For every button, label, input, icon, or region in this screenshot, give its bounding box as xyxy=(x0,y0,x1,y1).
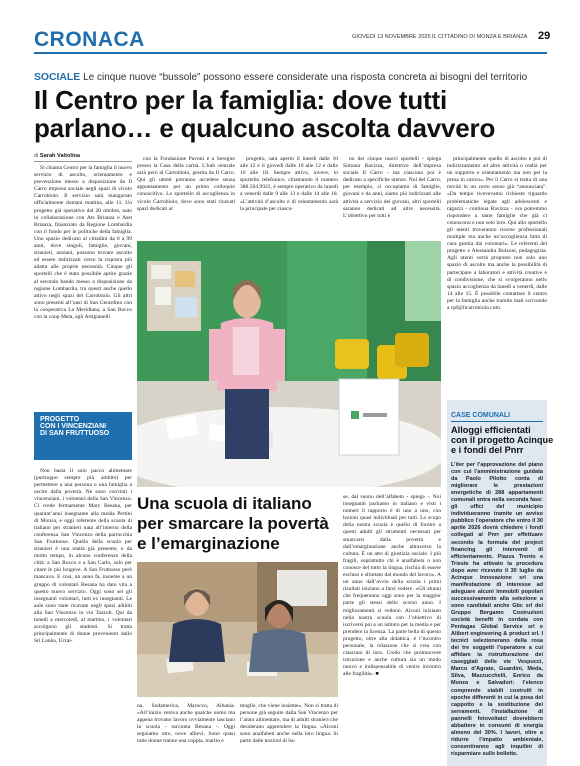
caption-line-2: CON I VINCENZIANI xyxy=(40,423,107,430)
article1-col5-text: principalmente quello di ascolto e poi di indirizzamento ad altre attività o realtà per un supporto e orientamento ma non per la presa in carico». Per il Carro si tratta di una novità in un certo senso già “annunciata”. «Da tempo ricevevamo richieste riguardo problematiche legate agli adolescenti e ragazzi - continua Ravizza - ora potremmo rispondere a tante famiglie che già ci conoscono e non solo loro. Qui allo sportello gli utenti troveranno risorse professionali multiple ma anche un’accoglienza fatta di cura gestita dai volontari». Le referenti del progetto e Alessandra Bulzoni, pedagogista. Agli utenti verrà proposto non solo uno spazio di ascolto ma anche la possibilità di partecipare a laboratori e attività creative e di condivisione, che si svolgeranno nello spazio accoglienza da lunedì a venerdì, dalle 14 alle 15. È possibile contattare il centro per la famiglia anche tramite mail scrivendo a cpf@ilcarrobiolo.com. xyxy=(447,156,547,311)
article1-col4 xyxy=(343,156,441,236)
article2-col3-text: moglie, che viene insieme». Non si tratta di persone già seguite dalla San Vincenzo per l’aiuto alimentare, ma di adulti stranieri che desiderano apprendere la lingua. «Alcuni sono analfabeti anche nella loro lingua. Si parte dalle nozioni di ba- xyxy=(240,703,338,745)
article1-col5 xyxy=(447,156,547,396)
header-date: GIOVEDÌ 13 NOVEMBRE 2025 xyxy=(352,34,431,40)
byline-prefix: di xyxy=(34,153,39,159)
article1-col2-text: con la Fondazione Pavoni e a Seregno presso la Casa della carità. L’hub centrale sarà però al Carrobiolo, gestita da Il Carro. Qui gli utenti potranno accedere senza appuntamento per un primo colloquio conoscitivo. Lo sportello di accoglienza in vicolo Carrobiolo, dove sono stati ricavati spazi dedicati al xyxy=(137,156,235,212)
article2-col3 xyxy=(240,703,338,766)
byline-author: Sarah Valtolina xyxy=(39,153,81,159)
kicker: SOCIALE xyxy=(34,72,81,83)
article1-col3-text: progetto, sarà aperto il lunedì dalle 10 alle 12 e il giovedì dalle 10 alle 12 e dalle 16 alle 18. Sempre attivo, invece, lo sportello telefonico, chiamando il numero 388.564.9922, è sempre operativo da lunedì a venerdì dalle 9 alle 13 e dalle 14 alle 18. «L’attività d’ascolto e di orientamento sarà la principale per ciascu- xyxy=(240,156,338,212)
byline-rule xyxy=(34,161,132,162)
article2-col2 xyxy=(137,703,235,766)
sidebar-rule xyxy=(451,421,543,422)
article1-col3 xyxy=(240,156,338,236)
article1-col2 xyxy=(137,156,235,236)
article1-col1 xyxy=(34,165,132,408)
article2-headline-2: per smarcare la povertà xyxy=(137,514,329,533)
photo-caption-box xyxy=(34,412,132,460)
header-rule xyxy=(34,52,547,54)
byline xyxy=(34,153,80,159)
sidebar-label: CASE COMUNALI xyxy=(451,412,511,419)
caption-line-1: PROGETTO xyxy=(40,416,80,423)
article2-col1-text: Non basta il solo pacco alimentare (purtroppo sempre più ambito) per permettere a una persona o una famiglia a uscire dalla povertà. Ne sono convinti i vincenziani, i volontari della San Vincenzo. Ci crede fermamente Mary Besana, per quarant’anni insegnante alla media Pertini di Monza, e oggi referente della scuola di italiano per stranieri nata all’interno della conferenza San Vincenzo della parrocchia San Fruttuoso. Quella della scuola per stranieri è una realtà già presente, e da molto tempo, in alcune conferenze della città: a San Rocco e a San Carlo, solo per citare le più longeve. A San Fruttuoso però mancava. E così, un anno fa, insieme a un gruppo di volontari Besana ha dato vita a questo nuovo servizio. Oggi sono sei gli insegnanti volontari, tutti ex insegnanti. Le aule sono state ricavate negli spazi adibiti alla San Vincenzo in via Tazzoli. Qui da lunedì a mercoledì, al mattino, i volontari accolgono gli studenti. Si tratta principalmente di donne provenienti dallo Sri Lanka, Ucrai- xyxy=(34,468,132,645)
headline-line-1: Il Centro per la famiglia: dove tutti xyxy=(34,85,447,115)
page-number: 29 xyxy=(538,30,551,42)
article1-col4-text: no dei cinque nuovi sportelli - spiega Simona Ravizza, direttrice dell’impresa sociale Il Carro - ma ciascuno poi è dedicato a specifiche utenze. Noi del Carro, per esempio, ci occupiamo di famiglie, giovani e da anni, siamo più indirizzati alle attività a servizio dei giovani, altri sportelli saranno dedicati ad altre necessità. L’obiettivo per tutti è xyxy=(343,156,441,219)
kicker-text: Le cinque nuove “bussole” possono essere considerate una risposta concreta ai bisogni del territorio xyxy=(83,72,528,83)
section-title: CRONACA xyxy=(34,28,145,51)
headline-line-2: parlano… e qualcuno ascolta davvero xyxy=(34,113,496,143)
sidebar-title-1: Alloggi efficientati xyxy=(451,425,531,435)
kicker-line xyxy=(34,72,554,83)
caption-line-3: DI SAN FRUTTUOSO xyxy=(40,430,110,437)
sidebar-title-3: e i fondi del Pnrr xyxy=(451,445,524,455)
article2-col2-text: na, Sudamerica, Marocco, Albania. «All’inizio veniva anche qualche uomo ma appena trovano lavoro ovviamente lasciano la scuola - racconta Besana -. Oggi seguiamo otto, nove allievi. Sono quasi tutte donne tranne una coppia, marito e xyxy=(137,703,235,745)
article2-headline-1: Una scuola di italiano xyxy=(137,494,312,513)
scuola-italiano-photo xyxy=(137,562,338,697)
sidebar-title-2: con il progetto Acinque xyxy=(451,435,554,445)
scuola-italiano-photo-image xyxy=(137,562,338,697)
article2-headline-3: e l’emarginazione xyxy=(137,534,280,553)
article2-col1 xyxy=(34,468,132,766)
sidebar-body-text: L’iter per l’approvazione del piano con cui l’amministrazione guidata da Paolo Pilotto conta di migliorare le prestazioni energetiche di 288 appartamenti comunali entra nella seconda fase: gli uffici del municipio individueranno tramite un avviso pubblico l’operatore che entro il 30 aprile 2026 dovrà chiedere i fondi collegati al Pnrr per effettuare secondo la formula del project financing gli interventi di efficientamento. Piazza Trento e Trieste ha attivato la procedura dopo aver ricevuto il 30 luglio da Acinque Innovazione srl una manifestazione di interesse ad adeguare alcuni immobili popolari successivamente alla selezione a sono candidati anche Gbc srl del Gruppo Bergamo Costruzioni società benefit in cordata con Pentagas Global Service srl e Alibert engineering & product srl. I tecnici selezionerano della rosa dei tre soggetti l’operatore a cui affidare la ristrutturazione dei caseggiati delle vie Vespucci, Marco d’Agrate, Guardini, Meda, Silva, Mazzucchelli, Enrico da Monza e Salvadori: l’elenco comprende stabili costruiti in epoche differenti in cui la posa del cappotto e la sostituzione dei serramenti, l’installazione di pannelli fotovoltaici dovrebbero abbattere in consumi di energia almeno del 30%. I lavori, oltre a ridurre l’impatto ambientale, consentiranno agli inquilini di risparmiare sulle bollette. xyxy=(451,462,543,757)
centro-famiglia-photo-image xyxy=(137,241,441,487)
article2-col4-text: se, dal suono dell’alfabeto - spiega -. Noi insegnanti parliamo in italiano e visti i numeri il rapporto è di uno a uno, con lezioni quasi individuali per tutti. Lo scopo della nostra scuola è quello di fornire a questi adulti gli strumenti necessari per smarcarsi dalla povertà e dall’emarginazione anche attraverso la cultura. È un atto di giustizia sociale. I più fragili, soprattutto chi è analfabeta o non conosce del tutto la lingua, rischia di essere escluso e sfruttato dal mondo del lavoro». A un anno dall’avvio della scuola i primi risultati iniziano a farsi vedere. «Gli alunni che frequentano oggi sono per la maggior parte gli stessi dello scorso anno. I miglioramenti si vedono. Alcuni iniziano nella nostra scuola con l’obiettivo di iscriversi poi a un istituto per la media e per prendere la licenza. La parte bella di questo progetto, oltre alla didattica, è l’incontro personale, la relazione che si crea con ciascuno di loro. Credo che promuovere istruzione e anche cultura sia un modo nuovo e indispensabile di venire incontro alle fragilità». ■ xyxy=(343,494,441,678)
centro-famiglia-photo xyxy=(137,241,441,487)
article1-col1-text: Si chiama Centro per la famiglia il nuovo servizio di ascolto, orientamento e prevenzione messo a disposizione da Il Carro impresa sociale negli spazi di vicolo Carrobiolo. Il servizio sarà inaugurato ufficialmente domani mattina, alle 11. Un progetto già operativo dal 20 ottobre, nato in collaborazione con Ats Brianza e Asst Brianza, finanziato da Regione Lombardia con il fondo per le politiche della famiglia. Uno spazio dedicato ai cittadini da 0 a 99 anni, dove singoli, famiglie, giovani, stranieri, anziani, possono trovare ascolto ed essere indirizzati verso la risposta più adatta alle proprie necessità. Cinque gli sportelli che è stato possibile aprire grazie al secondo bando messo a disposizione da regione Lombardia, tra questi anche quello attivo negli spazi del Carrobiolo. Gli altri sono presenti all’oasi di San Gerardino con la cooperativa La Meridiana, a San Rocco con la coop Meta, agli Artigianelli xyxy=(34,165,132,320)
sidebar-body xyxy=(451,462,543,762)
header-paper: IL CITTADINO DI MONZA E BRIANZA xyxy=(432,34,528,40)
article2-col4 xyxy=(343,494,441,766)
